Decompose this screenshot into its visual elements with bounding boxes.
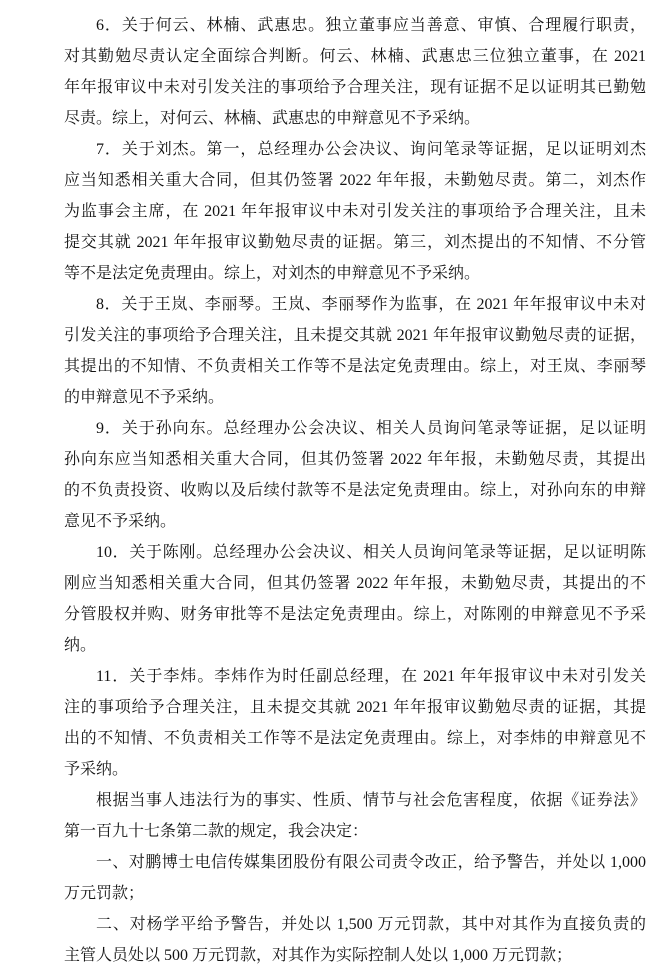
defense-ruling-item-7 [64,134,646,289]
document-line: 引发关注的事项给予合理关注，且未提交其就 2021 年年报审议勤勉尽责的证据， [64,327,646,344]
penalty-item-1 [64,847,646,909]
defense-ruling-item-8 [64,289,646,413]
document-line: 一、对鹏博士电信传媒集团股份有限公司责令改正，给予警告，并处以 1,000 [96,854,646,871]
document-line: 10．关于陈刚。总经理办公会决议、相关人员询问笔录等证据，足以证明陈 [96,544,646,561]
decision-basis [64,785,646,847]
document-line: 11．关于李炜。李炜作为时任副总经理，在 2021 年年报审议中未对引发关 [96,668,646,685]
document-line: 7．关于刘杰。第一，总经理办公会决议、询问笔录等证据，足以证明刘杰 [96,141,646,158]
document-line: 根据当事人违法行为的事实、性质、情节与社会危害程度，依据《证券法》 [96,792,646,809]
document-line: 纳。 [64,637,97,654]
document-line: 主管人员处以 500 万元罚款，对其作为实际控制人处以 1,000 万元罚款； [64,947,573,964]
document-line: 注的事项给予合理关注，且未提交其就 2021 年年报审议勤勉尽责的证据，其提 [64,699,646,716]
defense-ruling-item-10 [64,537,646,661]
document-line: 尽责。综上，对何云、林楠、武惠忠的申辩意见不予采纳。 [64,110,481,127]
defense-ruling-item-6 [64,10,646,134]
document-line: 刚应当知悉相关重大合同，但其仍签署 2022 年年报，未勤勉尽责，其提出的不 [64,575,646,592]
document-line: 等不是法定免责理由。综上，对刘杰的申辩意见不予采纳。 [64,265,481,282]
document-line: 万元罚款； [64,885,145,902]
document-line: 的不负责投资、收购以及后续付款等不是法定免责理由。综上，对孙向东的申辩 [64,482,646,499]
document-line: 6．关于何云、林楠、武惠忠。独立董事应当善意、审慎、合理履行职责， [96,17,646,34]
document-body [64,10,646,971]
defense-ruling-item-9 [64,413,646,537]
document-line: 二、对杨学平给予警告，并处以 1,500 万元罚款，其中对其作为直接负责的 [96,916,646,933]
document-line: 对其勤勉尽责认定全面综合判断。何云、林楠、武惠忠三位独立董事，在 2021 [64,48,646,65]
document-line: 其提出的不知情、不负责相关工作等不是法定免责理由。综上，对王岚、李丽琴 [64,358,646,375]
document-line: 的申辩意见不予采纳。 [64,389,225,406]
document-line: 第一百九十七条第二款的规定，我会决定： [64,823,369,840]
defense-ruling-item-11 [64,661,646,785]
document-line: 9．关于孙向东。总经理办公会决议、相关人员询问笔录等证据，足以证明 [96,420,646,437]
document-line: 为监事会主席，在 2021 年年报审议中未对引发关注的事项给予合理关注，且未 [64,203,646,220]
document-line: 孙向东应当知悉相关重大合同，但其仍签署 2022 年年报，未勤勉尽责，其提出 [64,451,646,468]
penalty-item-2 [64,909,646,971]
document-line: 分管股权并购、财务审批等不是法定免责理由。综上，对陈刚的申辩意见不予采 [64,606,646,623]
document-line: 年年报审议中未对引发关注的事项给予合理关注，现有证据不足以证明其已勤勉 [64,79,646,96]
document-line: 出的不知情、不负责相关工作等不是法定免责理由。综上，对李炜的申辩意见不 [64,730,646,747]
document-line: 应当知悉相关重大合同，但其仍签署 2022 年年报，未勤勉尽责。第二，刘杰作 [64,172,646,189]
document-line: 予采纳。 [64,761,129,778]
document-line: 提交其就 2021 年年报审议勤勉尽责的证据。第三，刘杰提出的不知情、不分管 [64,234,646,251]
document-line: 8．关于王岚、李丽琴。王岚、李丽琴作为监事，在 2021 年年报审议中未对 [96,296,646,313]
document-line: 意见不予采纳。 [64,513,177,530]
